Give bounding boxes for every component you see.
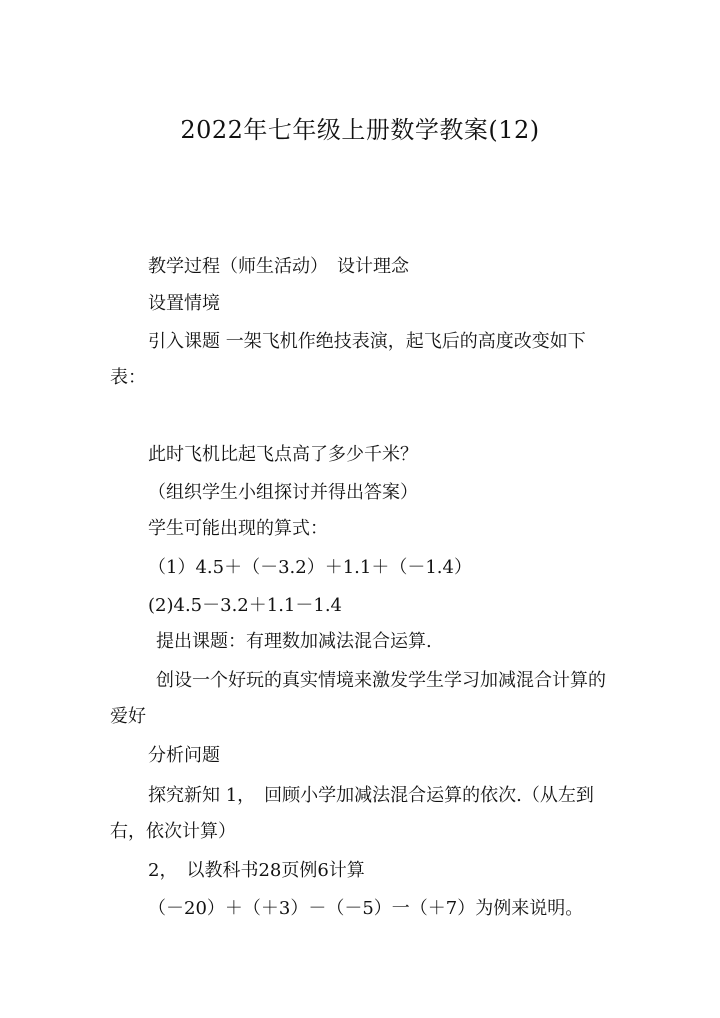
paragraph-possible-formulas: 学生可能出现的算式： — [148, 518, 328, 539]
paragraph-textbook-example: 2， 以教科书28页例6计算 — [148, 860, 365, 881]
paragraph-intro-topic: 引入课题 一架飞机作绝技表演，起飞后的高度改变如下表： — [110, 331, 586, 388]
paragraph-design-idea: 创设一个好玩的真实情境来激发学生学习加减混合计算的爱好 — [110, 670, 606, 727]
paragraph-explore-new: 探究新知 1， 回顾小学加减法混合运算的依次.（从左到右，依次计算） — [110, 785, 594, 842]
paragraph-formula-1: （1）4.5＋（－3.2）＋1.1＋（－1.4） — [148, 557, 472, 578]
paragraph-teaching-process-header: 教学过程（师生活动） 设计理念 — [148, 256, 409, 277]
paragraph-analyze-problem: 分析问题 — [148, 745, 220, 766]
paragraph-set-context: 设置情境 — [148, 293, 220, 314]
paragraph-group-discussion: （组织学生小组探讨并得出答案） — [148, 482, 418, 503]
paragraph-topic-statement: 提出课题：有理数加减法混合运算. — [156, 631, 432, 652]
paragraph-example-formula: （－20）＋（＋3）－（－5）一（＋7）为例来说明。 — [148, 898, 584, 919]
paragraph-formula-2: (2)4.5－3.2＋1.1－1.4 — [148, 595, 343, 616]
document-title: 2022年七年级上册数学教案(12) — [180, 116, 540, 144]
paragraph-question: 此时飞机比起飞点高了多少千米？ — [148, 444, 418, 465]
